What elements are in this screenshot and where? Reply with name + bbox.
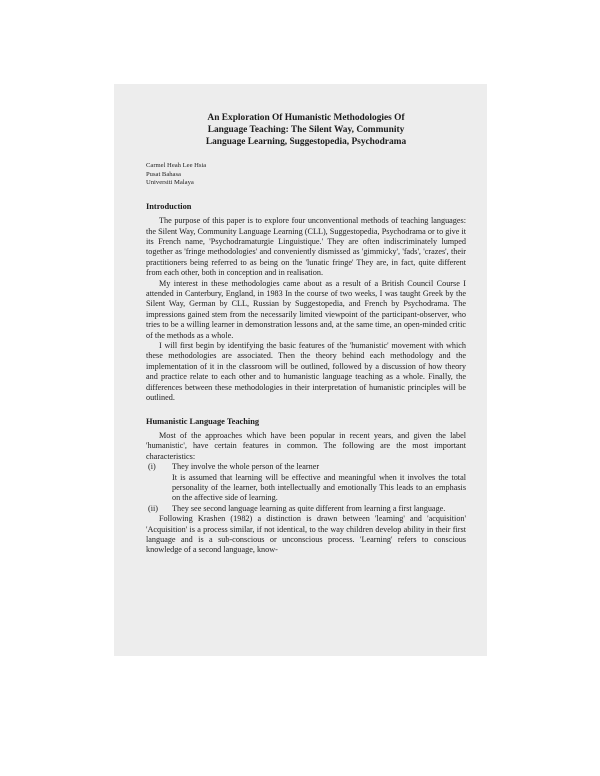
- intro-paragraph-3: I will first begin by identifying the basic features of the 'humanistic' movement with which these methodologies are associated. Then the theory behind each methodology and the implementation of it in the classroom will be outlined, followed by a discussion of how theory and practice relate to each other and to humanistic language teaching as a whole. Finally, the differences between these methodologies in their interpretation of humanistic principles will be outlined.: [146, 341, 466, 403]
- author-department: Pusat Bahasa: [146, 170, 181, 178]
- title-line-1: An Exploration Of Humanistic Methodologies Of: [207, 113, 405, 123]
- section-spacer: [146, 404, 466, 417]
- author-name: Carmel Heah Lee Hsia: [146, 162, 207, 169]
- list-item: [146, 504, 466, 514]
- humanistic-paragraph-2: Following Krashen (1982) a distinction is drawn between 'learning' and 'acquisition' 'Acquisition' is a process similar, if not identical, to the way children develop ability in their first language and is a sub-conscious or unconscious process. 'Learning' refers to conscious knowledge of a second language, know-: [146, 514, 466, 555]
- characteristics-list: [146, 462, 466, 514]
- document-page: [114, 84, 487, 656]
- list-item: [146, 462, 466, 504]
- page-content: [146, 112, 466, 556]
- title-line-2: Language Teaching: The Silent Way, Community: [207, 125, 405, 135]
- intro-paragraph-1: The purpose of this paper is to explore four unconventional methods of teaching languages: the Silent Way, Community Language Learning (CLL), Suggestopedia, Psychodrama or to give it its French name, 'Psychodramaturgie Linguistique.' They are often indiscriminately lumped together as 'fringe methodologies' and conveniently dismissed as 'gimmicky', 'fads', 'crazes', their practitioners being referred to as being on the 'lunatic fringe' They are, in fact, quite different from each other, both in conception and in realisation.: [146, 216, 466, 278]
- list-item-line: It is assumed that learning will be effective and meaningful when it involves the total personality of the learner, both intellectually and emotionally This leads to an emphasis on the affective side of learning.: [172, 472, 466, 503]
- list-item-text: They see second language learning as quite different from learning a first language.: [172, 503, 446, 513]
- paper-title: [146, 112, 466, 148]
- humanistic-paragraph-1: Most of the approaches which have been popular in recent years, and given the label 'humanistic', have certain features in common. The following are the most important characteristics:: [146, 430, 466, 461]
- list-item-number: (ii): [148, 503, 159, 513]
- list-item-number: (i): [148, 462, 156, 472]
- section-heading-introduction: Introduction: [146, 201, 192, 211]
- intro-paragraph-2: My interest in these methodologies came about as a result of a British Council Course I attended in Canterbury, England, in 1983 In the course of two weeks, I was taught Greek by the Silent Way, German by CLL, Russian by Suggestopedia, and French by Psychodrama. The impressions gained stem from the necessarily limited viewpoint of the participant-observer, who tries to be a willing learner in demonstration lessons and, at the same time, an open-minded critic of the methods as a whole.: [146, 278, 466, 340]
- author-university: Universiti Malaya: [146, 179, 194, 187]
- list-item-text: [172, 462, 466, 504]
- author-block: [146, 162, 466, 188]
- section-heading-humanistic: Humanistic Language Teaching: [146, 416, 260, 426]
- title-line-3: Language Learning, Suggestopedia, Psychodrama: [205, 137, 407, 147]
- list-item-line: They involve the whole person of the learner: [172, 462, 320, 472]
